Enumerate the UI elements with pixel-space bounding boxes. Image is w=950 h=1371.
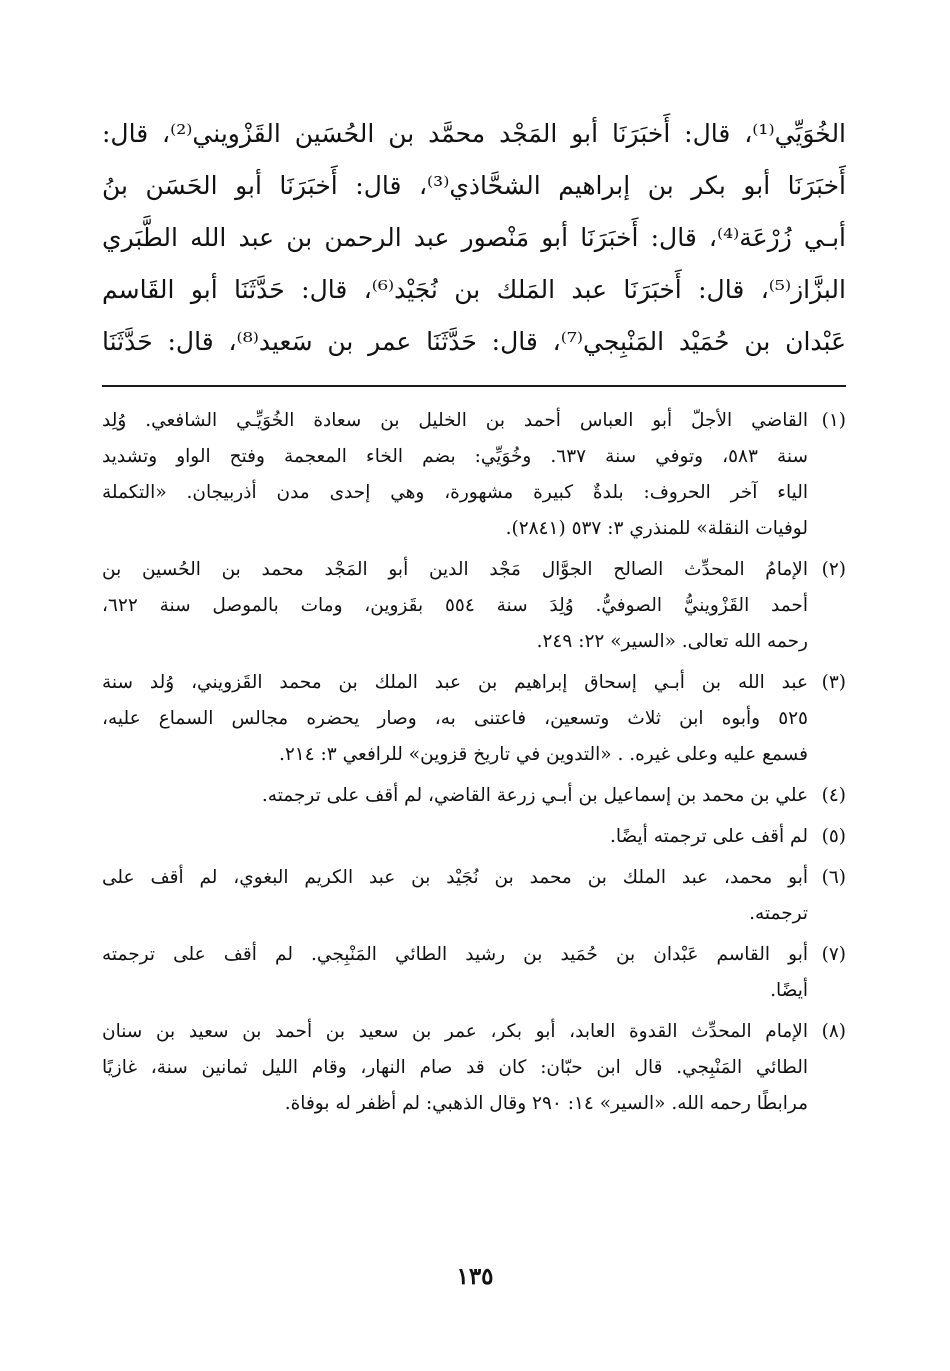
footnote-line: سنة ٥٨٣، وتوفي سنة ٦٣٧. وخُوَيِّي: بضم الخاء المعجمة وفتح الواو وتشديد	[102, 446, 808, 467]
footnote-number: (٢)	[821, 559, 846, 580]
footnote-line: أحمد القَزْوينيُّ الصوفيُّ. وُلِدَ سنة ٥٥٤ بقَزوين، ومات بالموصل سنة ٦٢٢،	[102, 595, 808, 616]
footnote-line: لم أقف على ترجمته أيضًا.	[609, 826, 808, 847]
main-text-block	[102, 108, 846, 368]
footnote-number: (٦)	[821, 867, 846, 888]
footnote-line: علي بن محمد بن إسماعيل بن أبـي زرعة القاضي، لم أقف على ترجمته.	[261, 785, 808, 806]
footnote-line: الطائي المَنْبِجي. قال ابن حبّان: كان قد صام النهار، وقام الليل ثمانين سنة، غازيًا	[102, 1057, 808, 1078]
footnote-line: القاضي الأجلّ أبو العباس أحمد بن الخليل بن سعادة الخُوَيِّـي الشافعي. وُلِد	[102, 410, 808, 431]
footnote-line: الإمام المحدِّث القدوة العابد، أبو بكر، عمر بن سعيد بن أحمد بن سعيد بن سنان	[102, 1021, 808, 1042]
footnote-7	[102, 937, 846, 1009]
main-text-line: البزَّاز⁽⁵⁾، قال: أَخبَرَنَا عبد المَلك بن نُجَيْد⁽⁶⁾، قال: حَدَّثَنَا أبو القَاسم	[102, 275, 846, 304]
footnote-number: (٨)	[821, 1021, 846, 1042]
footnote-line: ٥٢٥ وأبوه ابن ثلاث وتسعين، فاعتنى به، وصار يحضره مجالس السماع عليه،	[102, 708, 808, 729]
footnote-line: لوفيات النقلة» للمنذري ٣: ٥٣٧ (٢٨٤١).	[505, 518, 808, 539]
footnote-line: ترجمته.	[749, 903, 808, 924]
footnote-4	[102, 778, 846, 814]
footnote-1	[102, 403, 846, 547]
footnote-number: (٣)	[821, 672, 846, 693]
footnote-line: مرابطًا رحمه الله. «السير» ١٤: ٢٩٠ وقال الذهبي: لم أظفر له بوفاة.	[284, 1093, 808, 1114]
footnote-3	[102, 665, 846, 773]
footnotes-block	[102, 403, 846, 1127]
main-text-line: أَخبَرَنَا أبو بكر بن إبراهيم الشحَّاذي⁽³⁾، قال: أَخبَرَنَا أبو الحَسَن بنُ	[102, 171, 846, 200]
footnote-separator	[102, 385, 846, 387]
footnote-line: أبو القاسم عَبْدان بن حُمَيد بن رشيد الطائي المَنْبِجي. لم أقف على ترجمته	[102, 944, 808, 965]
main-text-line: الخُوَيِّي⁽¹⁾، قال: أَخبَرَنَا أبو المَجْد محمَّد بن الحُسَين القَزْويني⁽²⁾، قال:	[102, 119, 846, 148]
footnote-number: (٤)	[821, 785, 846, 806]
footnote-line: فسمع عليه وعلى غيره. . «التدوين في تاريخ قزوين» للرافعي ٣: ٢١٤.	[278, 744, 808, 765]
footnote-2	[102, 552, 846, 660]
footnote-line: أيضًا.	[770, 980, 808, 1001]
main-text-line: أبـي زُرْعَة⁽⁴⁾، قال: أَخبَرَنَا أبو مَنْصور عبد الرحمن بن عبد الله الطَّبَري	[102, 223, 846, 252]
footnote-line: الإمامُ المحدِّث الصالح الجوَّال مَجْد الدين أبو المَجْد محمد بن الحُسين بن	[102, 559, 808, 580]
footnote-number: (٧)	[821, 944, 846, 965]
footnote-number: (١)	[821, 410, 846, 431]
main-text-line: عَبْدان بن حُمَيْد المَنْبِجي⁽⁷⁾، قال: حَدَّثَنَا عمر بن سَعيد⁽⁸⁾، قال: حَدَّثَنَا	[102, 327, 846, 356]
footnote-5	[102, 819, 846, 855]
footnote-8	[102, 1014, 846, 1122]
footnote-6	[102, 860, 846, 932]
page-number: ١٣٥	[456, 1263, 494, 1290]
footnote-number: (٥)	[821, 826, 846, 847]
footnote-line: رحمه الله تعالى. «السير» ٢٢: ٢٤٩.	[536, 631, 808, 652]
footnote-line: أبو محمد، عبد الملك بن محمد بن نُجَيْد بن عبد الكريم البغوي، لم أقف على	[102, 867, 808, 888]
footnote-line: عبد الله بن أبـي إسحاق إبراهيم بن عبد الملك بن محمد القَزويني، وُلد سنة	[102, 672, 808, 693]
footnote-line: الياء آخر الحروف: بلدةٌ كبيرة مشهورة، وهي إحدى مدن أذربيجان. «التكملة	[102, 482, 808, 503]
